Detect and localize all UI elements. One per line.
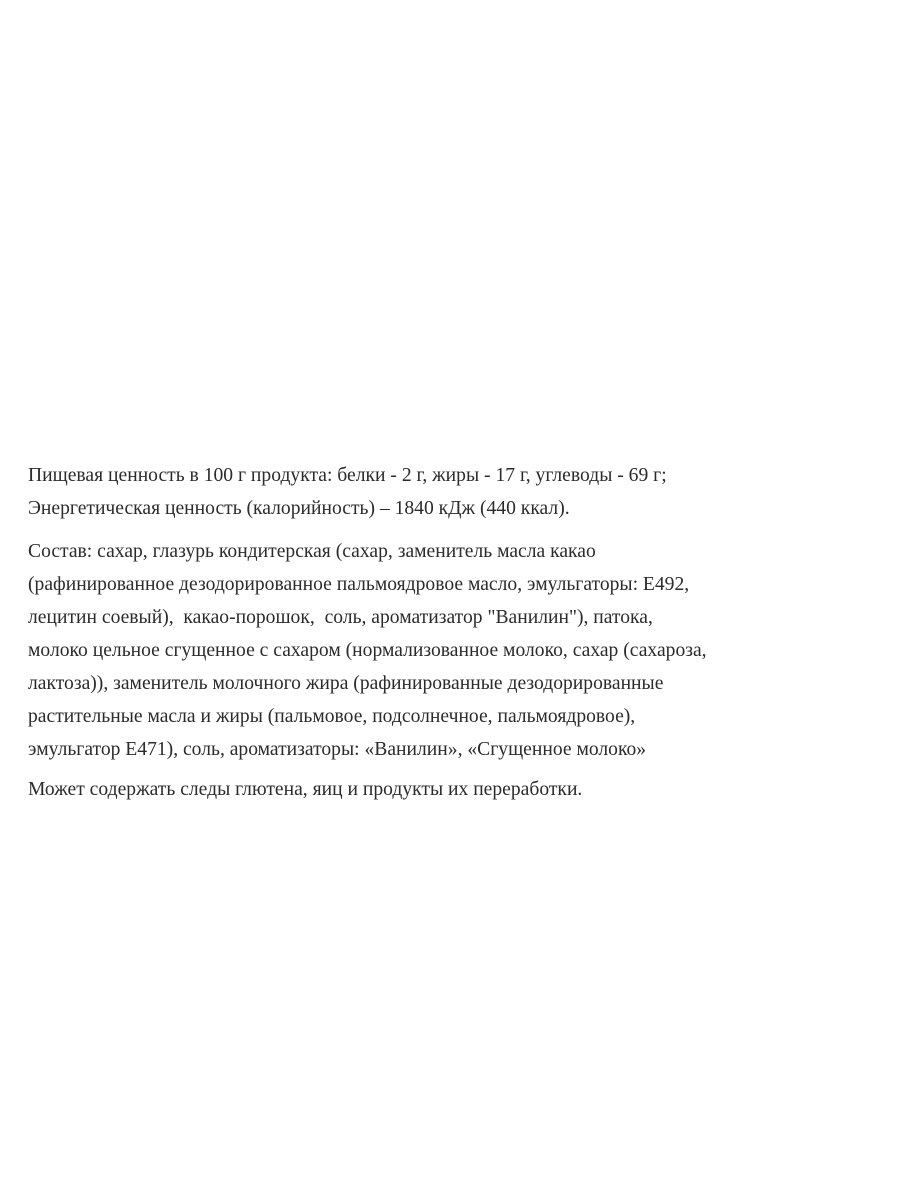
nutrition-paragraph bbox=[28, 459, 890, 525]
nutrition-line: Пищевая ценность в 100 г продукта: белки - 2 г, жиры - 17 г, углеводы - 69 г; bbox=[28, 465, 667, 486]
composition-line: лактоза)), заменитель молочного жира (рафинированные дезодорированные bbox=[28, 673, 664, 694]
composition-line: (рафинированное дезодорированное пальмоядровое масло, эмульгаторы: Е492, bbox=[28, 574, 690, 595]
product-info-text-block bbox=[28, 459, 890, 806]
composition-line: растительные масла и жиры (пальмовое, подсолнечное, пальмоядровое), bbox=[28, 706, 636, 727]
allergen-warning bbox=[28, 773, 890, 806]
composition-line: Состав: сахар, глазурь кондитерская (сахар, заменитель масла какао bbox=[28, 541, 596, 562]
composition-paragraph bbox=[28, 535, 890, 766]
energy-line: Энергетическая ценность (калорийность) – 1840 кДж (440 ккал). bbox=[28, 498, 570, 519]
composition-line: эмульгатор Е471), соль, ароматизаторы: «Ванилин», «Сгущенное молоко» bbox=[28, 739, 647, 760]
composition-line: лецитин соевый), какао-порошок, соль, ароматизатор "Ванилин"), патока, bbox=[28, 607, 653, 628]
composition-line: молоко цельное сгущенное с сахаром (нормализованное молоко, сахар (сахароза, bbox=[28, 640, 707, 661]
allergen-line: Может содержать следы глютена, яиц и продукты их переработки. bbox=[28, 779, 583, 800]
